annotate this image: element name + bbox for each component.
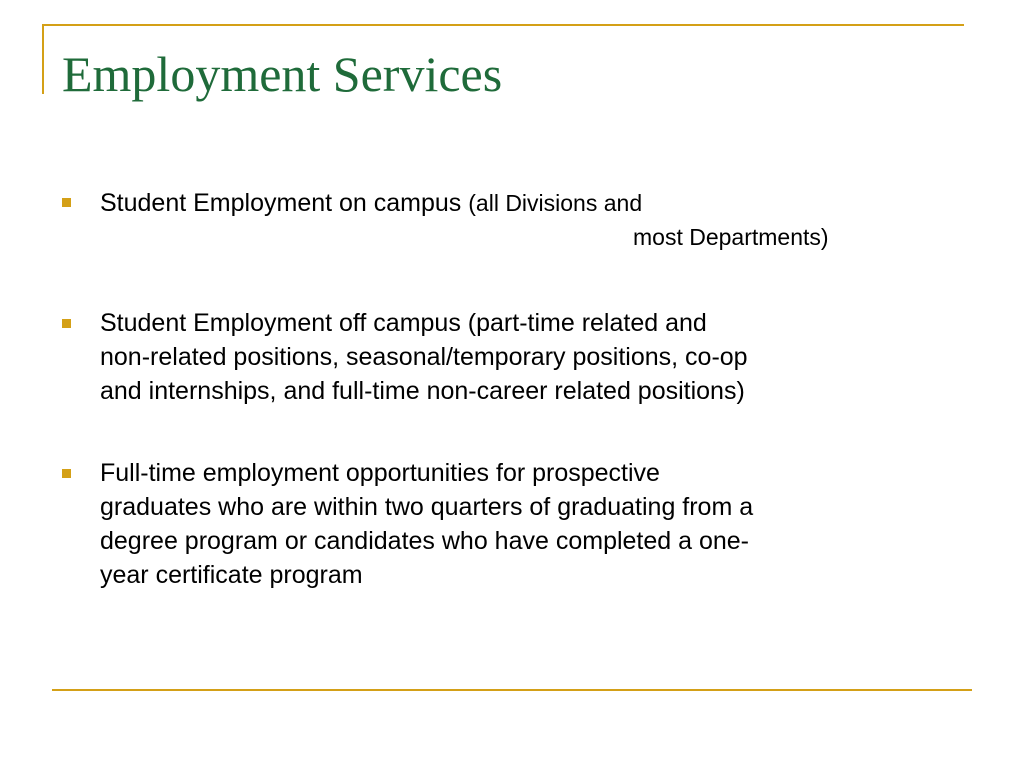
bullet-square-icon bbox=[62, 469, 71, 478]
bullet-main-text: Student Employment on campus bbox=[100, 189, 462, 217]
bullet-text bbox=[100, 306, 940, 408]
frame-left-rule bbox=[42, 24, 44, 94]
bullet-text bbox=[100, 186, 940, 254]
frame-top-rule bbox=[42, 24, 964, 26]
bullet-line-1 bbox=[100, 186, 940, 220]
bullet-square-icon bbox=[62, 319, 71, 328]
bullet-line: graduates who are within two quarters of graduating from a bbox=[100, 493, 754, 521]
bullet-paren-text-continued: most Departments) bbox=[633, 224, 829, 250]
bullet-line: Full-time employment opportunities for prospective bbox=[100, 459, 660, 487]
slide-title: Employment Services bbox=[62, 46, 503, 102]
bullet-square-icon bbox=[62, 198, 71, 207]
bullet-text bbox=[100, 456, 940, 592]
bullet-line: year certificate program bbox=[100, 561, 363, 589]
frame-bottom-rule bbox=[52, 689, 972, 691]
bullet-line: Student Employment off campus (part-time related and bbox=[100, 309, 707, 337]
bullet-paren-text: (all Divisions and bbox=[468, 190, 643, 216]
bullet-line: and internships, and full-time non-career related positions) bbox=[100, 377, 745, 405]
bullet-line: non-related positions, seasonal/temporary positions, co-op bbox=[100, 343, 748, 371]
bullet-line: degree program or candidates who have completed a one- bbox=[100, 527, 750, 555]
